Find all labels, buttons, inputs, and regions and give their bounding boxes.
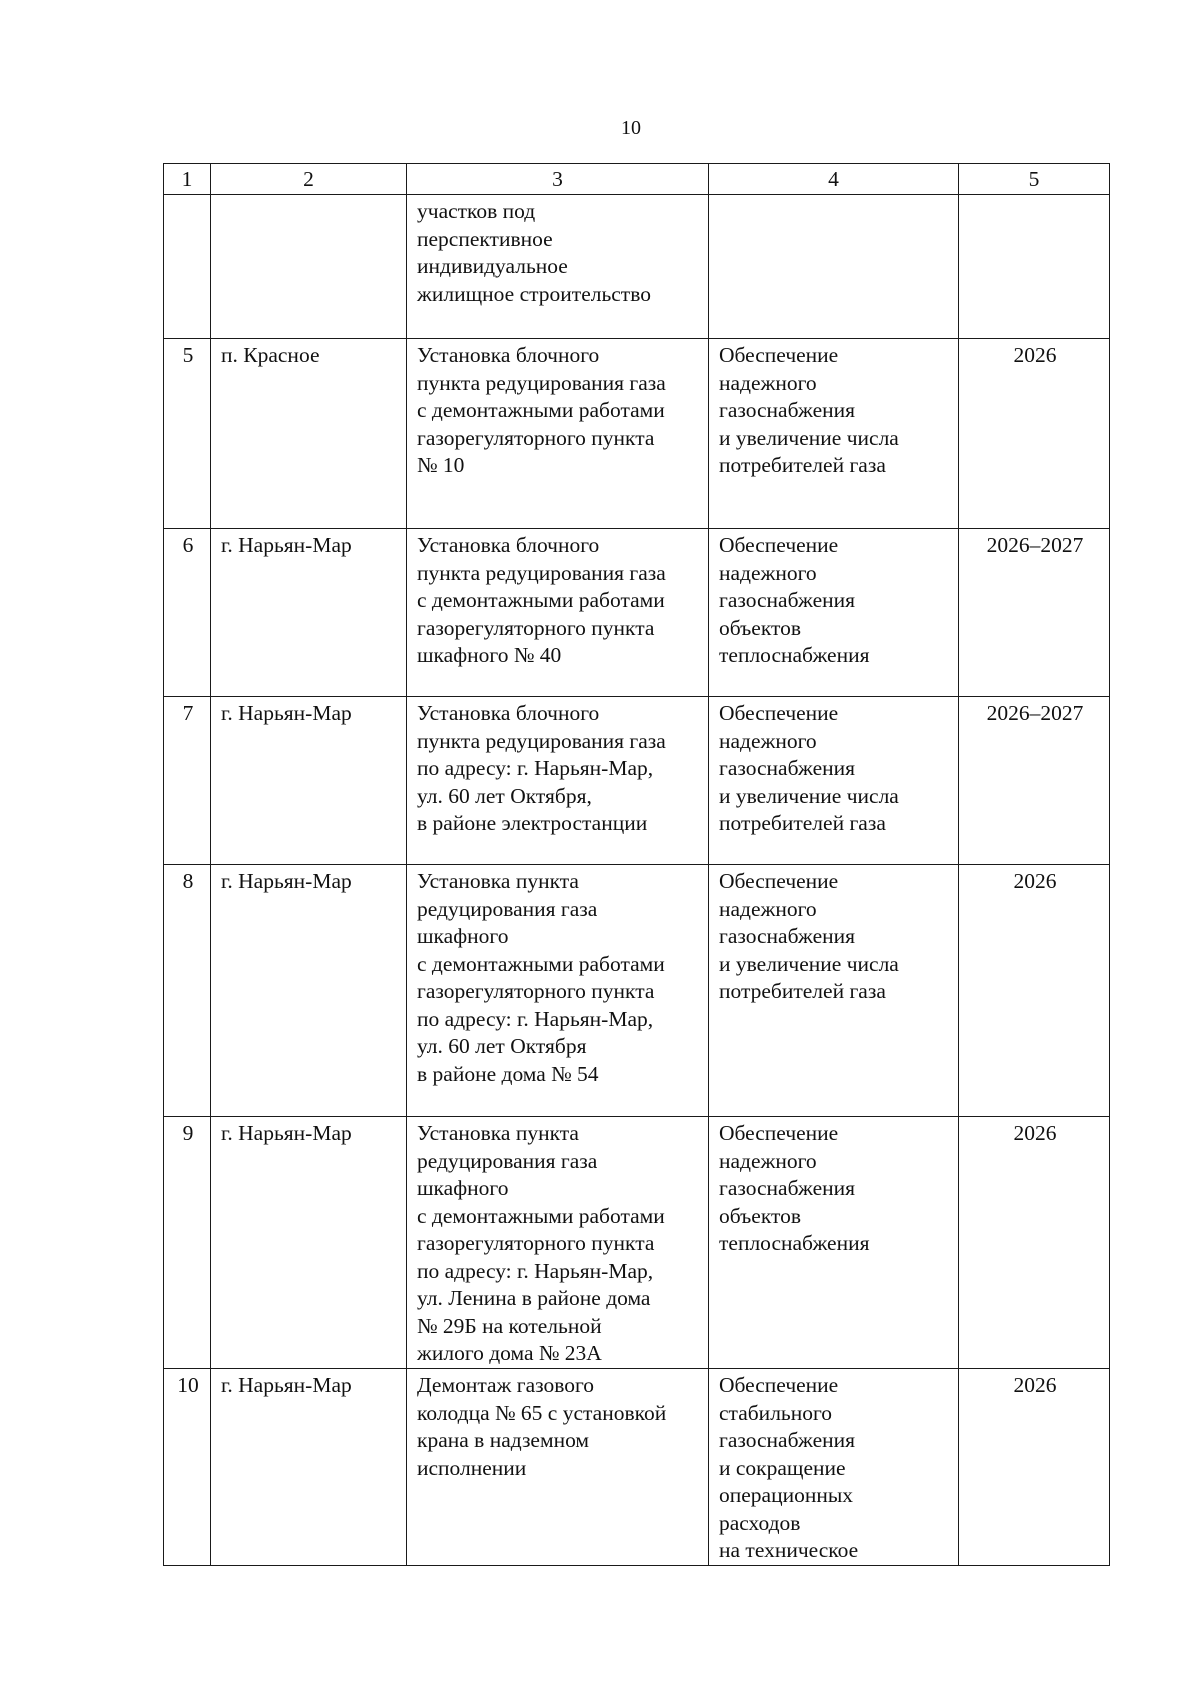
row-number-cell: 6 (164, 529, 211, 697)
measure-cell: Установка пункта редуцирования газа шкафного с демонтажными работами газорегуляторного пункта по адресу: г. Нарьян-Мар, ул. 60 лет Октября в районе дома № 54 (407, 865, 709, 1117)
purpose-cell: Обеспечение надежного газоснабжения объектов теплоснабжения (709, 1117, 959, 1369)
place-cell: г. Нарьян-Мар (211, 529, 407, 697)
row-number-cell: 9 (164, 1117, 211, 1369)
row-number-cell (164, 195, 211, 339)
purpose-cell: Обеспечение надежного газоснабжения объектов теплоснабжения (709, 529, 959, 697)
header-cell-3: 3 (407, 164, 709, 195)
table-row (164, 195, 1110, 339)
place-cell: г. Нарьян-Мар (211, 697, 407, 865)
page-number: 10 (621, 117, 641, 139)
measures-table (163, 163, 1110, 1566)
year-cell: 2026–2027 (959, 529, 1110, 697)
purpose-cell: Обеспечение надежного газоснабжения и увеличение числа потребителей газа (709, 339, 959, 529)
header-cell-4: 4 (709, 164, 959, 195)
year-cell: 2026 (959, 1369, 1110, 1566)
row-number-cell: 10 (164, 1369, 211, 1566)
table-row (164, 697, 1110, 865)
measure-cell: участков под перспективное индивидуальное жилищное строительство (407, 195, 709, 339)
measure-cell: Установка блочного пункта редуцирования газа по адресу: г. Нарьян-Мар, ул. 60 лет Октября, в районе электростанции (407, 697, 709, 865)
row-number-cell: 5 (164, 339, 211, 529)
place-cell (211, 195, 407, 339)
place-cell: г. Нарьян-Мар (211, 865, 407, 1117)
measure-cell: Установка пункта редуцирования газа шкафного с демонтажными работами газорегуляторного пункта по адресу: г. Нарьян-Мар, ул. Ленина в районе дома № 29Б на котельной жилого дома № 23А (407, 1117, 709, 1369)
purpose-cell: Обеспечение надежного газоснабжения и увеличение числа потребителей газа (709, 865, 959, 1117)
year-cell: 2026 (959, 339, 1110, 529)
year-cell: 2026 (959, 1117, 1110, 1369)
purpose-cell: Обеспечение стабильного газоснабжения и сокращение операционных расходов на техническое (709, 1369, 959, 1566)
measure-cell: Установка блочного пункта редуцирования газа с демонтажными работами газорегуляторного пункта шкафного № 40 (407, 529, 709, 697)
table-row (164, 1117, 1110, 1369)
place-cell: г. Нарьян-Мар (211, 1369, 407, 1566)
place-cell: п. Красное (211, 339, 407, 529)
table-row (164, 865, 1110, 1117)
row-number-cell: 7 (164, 697, 211, 865)
purpose-cell: Обеспечение надежного газоснабжения и увеличение числа потребителей газа (709, 697, 959, 865)
year-cell (959, 195, 1110, 339)
purpose-cell (709, 195, 959, 339)
measure-cell: Установка блочного пункта редуцирования газа с демонтажными работами газорегуляторного пункта № 10 (407, 339, 709, 529)
row-number-cell: 8 (164, 865, 211, 1117)
measure-cell: Демонтаж газового колодца № 65 с установкой крана в надземном исполнении (407, 1369, 709, 1566)
table-header-row (164, 164, 1110, 195)
header-cell-1: 1 (164, 164, 211, 195)
header-cell-5: 5 (959, 164, 1110, 195)
header-cell-2: 2 (211, 164, 407, 195)
table-row (164, 529, 1110, 697)
table-row (164, 1369, 1110, 1566)
place-cell: г. Нарьян-Мар (211, 1117, 407, 1369)
year-cell: 2026–2027 (959, 697, 1110, 865)
table-row (164, 339, 1110, 529)
year-cell: 2026 (959, 865, 1110, 1117)
